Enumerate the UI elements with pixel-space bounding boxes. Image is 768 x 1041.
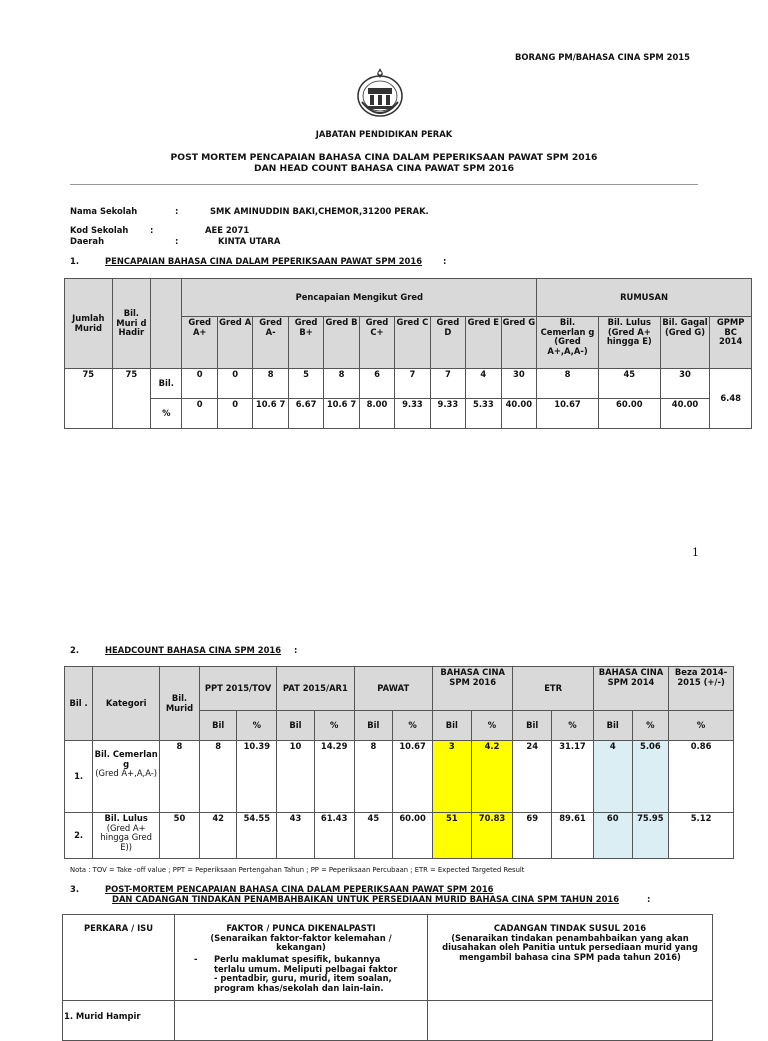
rumusan-bil-cell: 45 xyxy=(598,369,660,399)
faktor-subtitle: (Senaraikan faktor-faktor kelemahan / kekangan) xyxy=(210,932,392,953)
header-ppt: PPT 2015/TOV xyxy=(199,667,276,711)
subheader-pct: % xyxy=(471,711,513,741)
dash-bullet-icon: - xyxy=(194,953,198,964)
grade-achievement-table xyxy=(64,278,752,429)
rumusan-pct-cell: 60.00 xyxy=(598,399,660,429)
cadangan-title: CADANGAN TINDAK SUSUL 2016 xyxy=(493,923,647,933)
grade-bil-cell: 0 xyxy=(217,369,252,399)
value-cell: 45 xyxy=(354,813,393,859)
title-line-2: DAN HEAD COUNT BAHASA CINA PAWAT SPM 2016 xyxy=(253,163,515,174)
faktor-title: FAKTOR / PUNCA DIKENALPASTI xyxy=(226,923,376,933)
header-bc2016: BAHASA CINA SPM 2016 xyxy=(432,667,512,711)
header-jumlah-murid: Jumlah Murid xyxy=(65,279,113,369)
subheader-bil: Bil xyxy=(513,711,552,741)
row-number: 1. xyxy=(65,741,93,813)
value-cell-blue: 4 xyxy=(593,741,632,813)
header-divider xyxy=(70,184,698,185)
grade-pct-cell: 5.33 xyxy=(466,399,501,429)
grade-bil-cell: 6 xyxy=(359,369,394,399)
postmortem-table xyxy=(62,914,713,1041)
value-cell-highlight: 70.83 xyxy=(471,813,513,859)
subheader-bil: Bil xyxy=(432,711,471,741)
subheader-pct: % xyxy=(669,711,734,741)
value-cell-highlight: 51 xyxy=(432,813,471,859)
grade-pct-cell: 10.6 7 xyxy=(324,399,359,429)
grade-pct-cell: 8.00 xyxy=(359,399,394,429)
value-cell: 43 xyxy=(277,813,315,859)
grade-pct-cell: 40.00 xyxy=(501,399,537,429)
header-rumusan: RUMUSAN xyxy=(537,279,752,317)
value-cell: 24 xyxy=(513,741,552,813)
kategori-main: Bil. Cemerlan g xyxy=(94,749,158,769)
value-cell: 10 xyxy=(277,741,315,813)
header-kategori: Kategori xyxy=(93,667,160,741)
section1-number: 1. xyxy=(70,256,80,266)
gpmp-value: 6.48 xyxy=(710,369,752,429)
school-code-label: Kod Sekolah xyxy=(70,225,129,235)
rumusan-pct-cell: 10.67 xyxy=(537,399,599,429)
value-cell-highlight: 3 xyxy=(432,741,471,813)
school-name-label: Nama Sekolah xyxy=(70,206,138,216)
rumusan-pct-cell: 40.00 xyxy=(660,399,710,429)
value-cell-highlight: 4.2 xyxy=(471,741,513,813)
perkara-label: PERKARA / ISU xyxy=(83,923,154,933)
header-blank xyxy=(151,279,182,369)
header-cemerlang: Bil. Cemerlan g (Gred A+,A,A-) xyxy=(537,317,599,369)
colon: : xyxy=(175,236,179,246)
faktor-note xyxy=(176,955,426,994)
section2-colon: : xyxy=(294,645,298,655)
beza-cell: 0.86 xyxy=(669,741,734,813)
header-grade: Gred C+ xyxy=(359,317,394,369)
section2-number: 2. xyxy=(70,645,80,655)
header-bil: Bil . xyxy=(65,667,93,741)
subheader-bil: Bil xyxy=(354,711,393,741)
subheader-pct: % xyxy=(237,711,277,741)
value-cell: 31.17 xyxy=(552,741,594,813)
jumlah-murid-value: 75 xyxy=(65,369,113,429)
value-cell: 61.43 xyxy=(314,813,354,859)
grade-pct-cell: 9.33 xyxy=(395,399,430,429)
bil-hadir-value: 75 xyxy=(112,369,150,429)
grade-bil-cell: 8 xyxy=(324,369,359,399)
value-cell: 8 xyxy=(199,741,237,813)
header-grade: Gred A xyxy=(217,317,252,369)
header-grade: Gred A+ xyxy=(182,317,217,369)
grade-bil-cell: 4 xyxy=(466,369,501,399)
section1-colon: : xyxy=(443,256,447,266)
header-bc2014: BAHASA CINA SPM 2014 xyxy=(593,667,668,711)
row-label-bil: Bil. xyxy=(151,369,182,399)
grade-bil-cell: 5 xyxy=(288,369,323,399)
grade-bil-cell: 7 xyxy=(430,369,465,399)
subheader-pct: % xyxy=(632,711,669,741)
kategori-main: Bil. Lulus xyxy=(104,813,148,823)
issue-label: 1. Murid Hampir xyxy=(64,1011,141,1021)
header-gagal: Bil. Gagal (Gred G) xyxy=(660,317,710,369)
header-gpmp: GPMP BC 2014 xyxy=(710,317,752,369)
district-label: Daerah xyxy=(70,236,105,246)
value-cell-blue: 75.95 xyxy=(632,813,669,859)
kategori-cell xyxy=(93,741,160,813)
grade-pct-cell: 9.33 xyxy=(430,399,465,429)
header-grade: Gred G xyxy=(501,317,537,369)
school-name-value: SMK AMINUDDIN BAKI,CHEMOR,31200 PERAK. xyxy=(210,206,429,216)
grade-pct-cell: 6.67 xyxy=(288,399,323,429)
header-faktor xyxy=(175,915,428,1001)
school-code-value: AEE 2071 xyxy=(205,225,250,235)
header-cadangan xyxy=(428,915,713,1001)
header-grade: Gred B xyxy=(324,317,359,369)
bil-murid-cell: 50 xyxy=(160,813,200,859)
value-cell: 8 xyxy=(354,741,393,813)
header-grade: Gred E xyxy=(466,317,501,369)
value-cell: 54.55 xyxy=(237,813,277,859)
grade-pct-cell: 10.6 7 xyxy=(253,399,288,429)
section2-title: HEADCOUNT BAHASA CINA SPM 2016 xyxy=(105,645,282,655)
kategori-sub: (Gred A+ hingga Gred E)) xyxy=(100,822,152,852)
header-grade: Gred C xyxy=(395,317,430,369)
kategori-sub: (Gred A+,A,A-) xyxy=(95,768,158,779)
value-cell: 69 xyxy=(513,813,552,859)
header-pawat: PAWAT xyxy=(354,667,432,711)
subheader-pct: % xyxy=(552,711,594,741)
grade-bil-cell: 0 xyxy=(182,369,217,399)
form-code: BORANG PM/BAHASA CINA SPM 2015 xyxy=(515,52,690,62)
faktor-cell xyxy=(175,1001,428,1041)
kategori-cell xyxy=(93,813,160,859)
grade-bil-cell: 30 xyxy=(501,369,537,399)
subheader-bil: Bil xyxy=(199,711,237,741)
issue-cell xyxy=(63,1001,175,1041)
beza-cell: 5.12 xyxy=(669,813,734,859)
subheader-pct: % xyxy=(393,711,433,741)
value-cell: 10.67 xyxy=(393,741,433,813)
value-cell-blue: 60 xyxy=(593,813,632,859)
district-value: KINTA UTARA xyxy=(218,236,281,246)
subheader-bil: Bil xyxy=(593,711,632,741)
headcount-table xyxy=(64,666,734,859)
title-line-1: POST MORTEM PENCAPAIAN BAHASA CINA DALAM PEPERIKSAAN PAWAT SPM 2016 xyxy=(170,152,598,163)
bil-murid-cell: 8 xyxy=(160,741,200,813)
header-grade: Gred A- xyxy=(253,317,288,369)
header-pat: PAT 2015/AR1 xyxy=(277,667,354,711)
header-bil-murid: Bil. Murid xyxy=(160,667,200,741)
rumusan-bil-cell: 8 xyxy=(537,369,599,399)
header-grade: Gred B+ xyxy=(288,317,323,369)
value-cell-blue: 5.06 xyxy=(632,741,669,813)
faktor-note-text: Perlu maklumat spesifik, bukannya terlalu umum. Meliputi pelbagai faktor - pentadbir, guru, murid, item soalan, program khas/sekolah dan lain-lain. xyxy=(214,953,398,993)
grade-pct-cell: 0 xyxy=(217,399,252,429)
rumusan-bil-cell: 30 xyxy=(660,369,710,399)
abbreviation-note: Nota : TOV = Take -off value ; PPT = Peperiksaan Pertengahan Tahun ; PP = Peperiksaan Percubaan ; ETR = Expected Targeted Result xyxy=(70,866,525,874)
header-lulus: Bil. Lulus (Gred A+ hingga E) xyxy=(598,317,660,369)
section3-number: 3. xyxy=(70,884,80,894)
grade-pct-cell: 0 xyxy=(182,399,217,429)
subheader-pct: % xyxy=(314,711,354,741)
value-cell: 10.39 xyxy=(237,741,277,813)
header-grade: Gred D xyxy=(430,317,465,369)
section3-colon: : xyxy=(647,894,651,904)
page-number: 1 xyxy=(692,546,699,559)
header-perkara xyxy=(63,915,175,1001)
header-etr: ETR xyxy=(513,667,593,711)
colon: : xyxy=(150,225,154,235)
department-name: JABATAN PENDIDIKAN PERAK xyxy=(315,129,453,139)
grade-bil-cell: 8 xyxy=(253,369,288,399)
value-cell: 42 xyxy=(199,813,237,859)
subheader-bil: Bil xyxy=(277,711,315,741)
grade-bil-cell: 7 xyxy=(395,369,430,399)
cadangan-cell xyxy=(428,1001,713,1041)
value-cell: 14.29 xyxy=(314,741,354,813)
value-cell: 60.00 xyxy=(393,813,433,859)
value-cell: 89.61 xyxy=(552,813,594,859)
perak-education-logo xyxy=(356,66,404,120)
row-number: 2. xyxy=(65,813,93,859)
row-label-pct: % xyxy=(151,399,182,429)
header-bil-hadir: Bil. Muri d Hadir xyxy=(112,279,150,369)
header-beza: Beza 2014-2015 (+/-) xyxy=(669,667,734,711)
section3-title-line2: DAN CADANGAN TINDAKAN PENAMBAHBAIKAN UNTUK PERSEDIAAN MURID BAHASA CINA SPM TAHUN 2016 xyxy=(112,894,620,904)
cadangan-subtitle: (Senaraikan tindakan penambahbaikan yang akan diusahakan oleh Panitia untuk persediaan murid yang mengambil bahasa cina SPM pada tahun 2016) xyxy=(442,932,698,962)
colon: : xyxy=(175,206,179,216)
section1-title: PENCAPAIAN BAHASA CINA DALAM PEPERIKSAAN PAWAT SPM 2016 xyxy=(105,256,423,266)
header-pencapaian: Pencapaian Mengikut Gred xyxy=(182,279,537,317)
section3-title-line1: POST-MORTEM PENCAPAIAN BAHASA CINA DALAM PEPERIKSAAN PAWAT SPM 2016 xyxy=(105,884,494,894)
